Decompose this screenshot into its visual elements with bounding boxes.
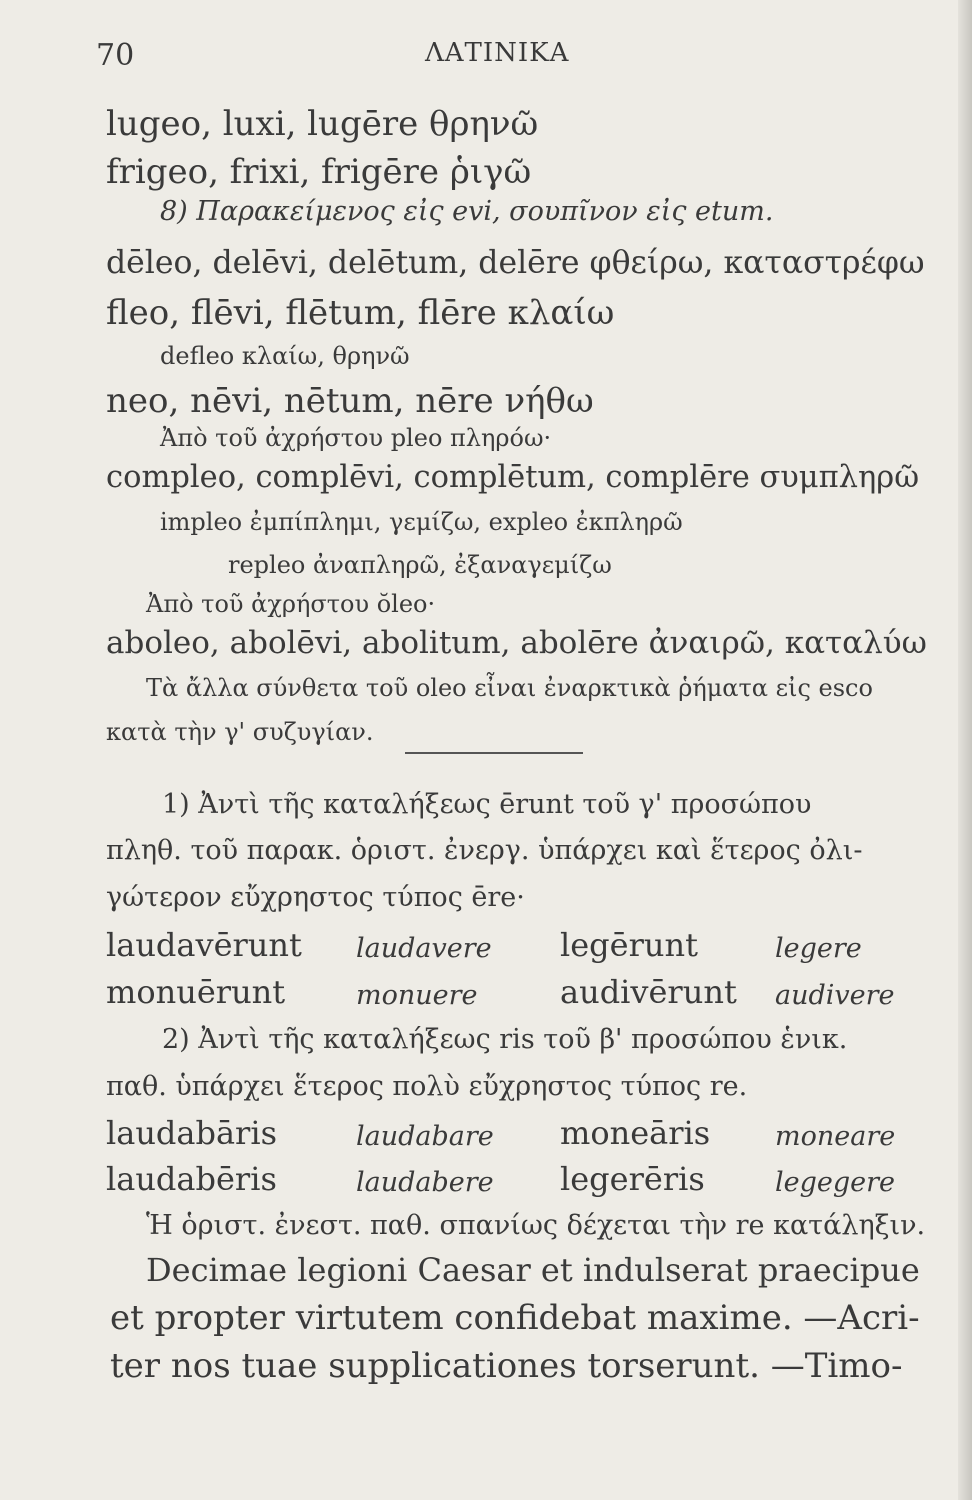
form-cell: legerēris (560, 1160, 705, 1198)
text-line: impleo ἐμπίπλημι, γεμίζω, expleo ἐκπληρῶ (160, 508, 683, 536)
running-title: ΛΑΤΙΝΙΚΑ (425, 38, 570, 68)
form-cell: moneāris (560, 1114, 711, 1152)
text-line: Ἀπὸ τοῦ ἀχρήστου pleo πληρόω· (160, 424, 552, 452)
form-cell: laudabēris (106, 1160, 277, 1198)
form-cell: audivere (775, 980, 895, 1011)
form-cell: laudabere (356, 1167, 494, 1198)
text-line: Ἀπὸ τοῦ ἀχρήστου ŏleo· (146, 590, 436, 618)
footnote-line: πληθ. τοῦ παρακ. ὁριστ. ἐνεργ. ὑπάρχει καὶ ἕτερος ὀλι- (106, 835, 863, 866)
form-cell: laudabare (356, 1121, 494, 1152)
form-cell: monuērunt (106, 973, 286, 1011)
exercise-line: ter nos tuae supplicationes torserunt. —Timo- (110, 1346, 903, 1386)
text-line: fleo, flēvi, flētum, flēre κλαίω (106, 293, 615, 333)
form-cell: legere (775, 933, 862, 964)
text-line: Τὰ ἄλλα σύνθετα τοῦ oleo εἶναι ἐναρκτικὰ ῥήματα εἰς esco (146, 674, 873, 702)
form-cell: laudavērunt (106, 926, 302, 964)
form-cell: monuere (356, 980, 478, 1011)
text-line: κατὰ τὴν γ' συζυγίαν. (106, 718, 374, 746)
text-line: frigeo, frixi, frigēre ῥιγῶ (106, 152, 532, 192)
text-line: dēleo, delēvi, delētum, delēre φθείρω, καταστρέφω (106, 245, 925, 281)
page-edge-shadow (958, 0, 972, 1500)
text-line: compleo, complēvi, complētum, complēre συμπληρῶ (106, 460, 920, 495)
section-heading: 8) Παρακείμενος εἰς evi, σουπῖνον εἰς etum. (160, 196, 774, 227)
divider (405, 752, 583, 754)
exercise-line: et propter virtutem confidebat maxime. —Acri- (110, 1298, 920, 1338)
text-line: aboleo, abolēvi, abolitum, abolēre ἀναιρῶ, καταλύω (106, 625, 927, 661)
footnote-line: γώτερον εὔχρηστος τύπος ēre· (106, 882, 525, 913)
text-line: lugeo, luxi, lugēre θρηνῶ (106, 104, 539, 144)
form-cell: legērunt (560, 926, 698, 964)
text-line: defleo κλαίω, θρηνῶ (160, 342, 410, 370)
exercise-line: Decimae legioni Caesar et indulserat praecipue (146, 1251, 920, 1289)
footnote-line: 2) Ἀντὶ τῆς καταλήξεως ris τοῦ β' προσώπου ἑνικ. (162, 1024, 848, 1055)
form-cell: laudavere (356, 933, 492, 964)
form-cell: moneare (775, 1121, 896, 1152)
text-line: neo, nēvi, nētum, nēre νήθω (106, 381, 594, 421)
form-cell: laudabāris (106, 1114, 277, 1152)
footnote-line: 1) Ἀντὶ τῆς καταλήξεως ērunt τοῦ γ' προσώπου (162, 789, 812, 820)
form-cell: legegere (775, 1167, 896, 1198)
text-line: repleo ἀναπληρῶ, ἐξαναγεμίζω (228, 551, 612, 579)
text-line: Ἡ ὁριστ. ἐνεστ. παθ. σπανίως δέχεται τὴν re κατάληξιν. (146, 1210, 926, 1241)
footnote-line: παθ. ὑπάρχει ἕτερος πολὺ εὔχρηστος τύπος re. (106, 1071, 748, 1102)
form-cell: audivērunt (560, 973, 737, 1011)
page-number: 70 (96, 38, 135, 73)
